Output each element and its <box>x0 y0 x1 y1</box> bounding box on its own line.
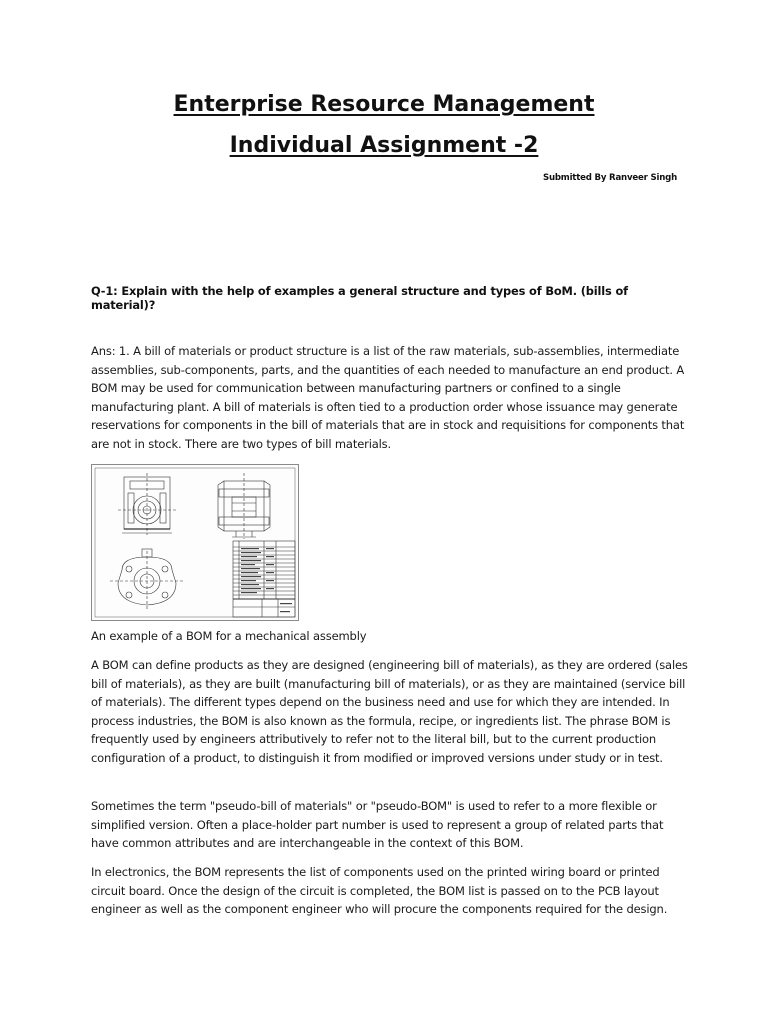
answer-paragraph-1: Ans: 1. A bill of materials or product structure is a list of the raw materials, sub-assemblies, intermediate assemblies, sub-components, parts, and the quantities of each needed to manufacture an end product. A BOM may be used for communication between manufacturing partners or confined to a single manufacturing plant. A bill of materials is often tied to a production order whose issuance may generate reservations for components in the bill of materials that are in stock and requisitions for components that are not in stock. There are two types of bill materials. <box>91 344 685 451</box>
answer-paragraph-4: In electronics, the BOM represents the list of components used on the printed wiring board or printed circuit board. Once the design of the circuit is completed, the BOM list is passed on to the PCB layout engineer as well as the component engineer who will procure the components required for the design. <box>91 865 668 917</box>
question-heading: Q-1: Explain with the help of examples a general structure and types of BoM. (bills of material)? <box>91 284 628 312</box>
answer-paragraph-3: Sometimes the term "pseudo-bill of materials" or "pseudo-BOM" is used to refer to a more flexible or simplified version. Often a place-holder part number is used to represent a group of related parts that have common attributes and are interchangeable in the context of this BOM. <box>91 799 664 851</box>
document-subtitle: Individual Assignment -2 <box>229 133 539 158</box>
mechanical-assembly-drawing-icon <box>92 465 298 620</box>
document-title: Enterprise Resource Management <box>173 92 595 117</box>
answer-paragraph-2: A BOM can define products as they are designed (engineering bill of materials), as they are ordered (sales bill of materials), as they are built (manufacturing bill of materials), or as they are maintained (service bill of materials). The different types depend on the business need and use for which they are intended. In process industries, the BOM is also known as the formula, recipe, or ingredients list. The phrase BOM is frequently used by engineers attributively to refer not to the literal bill, but to the current production configuration of a product, to distinguish it from modified or improved versions under study or in test. <box>91 658 688 765</box>
figure-caption: An example of a BOM for a mechanical assembly <box>91 629 367 643</box>
bom-drawing-figure <box>91 464 299 621</box>
submitted-by: Submitted By Ranveer Singh <box>542 173 677 183</box>
